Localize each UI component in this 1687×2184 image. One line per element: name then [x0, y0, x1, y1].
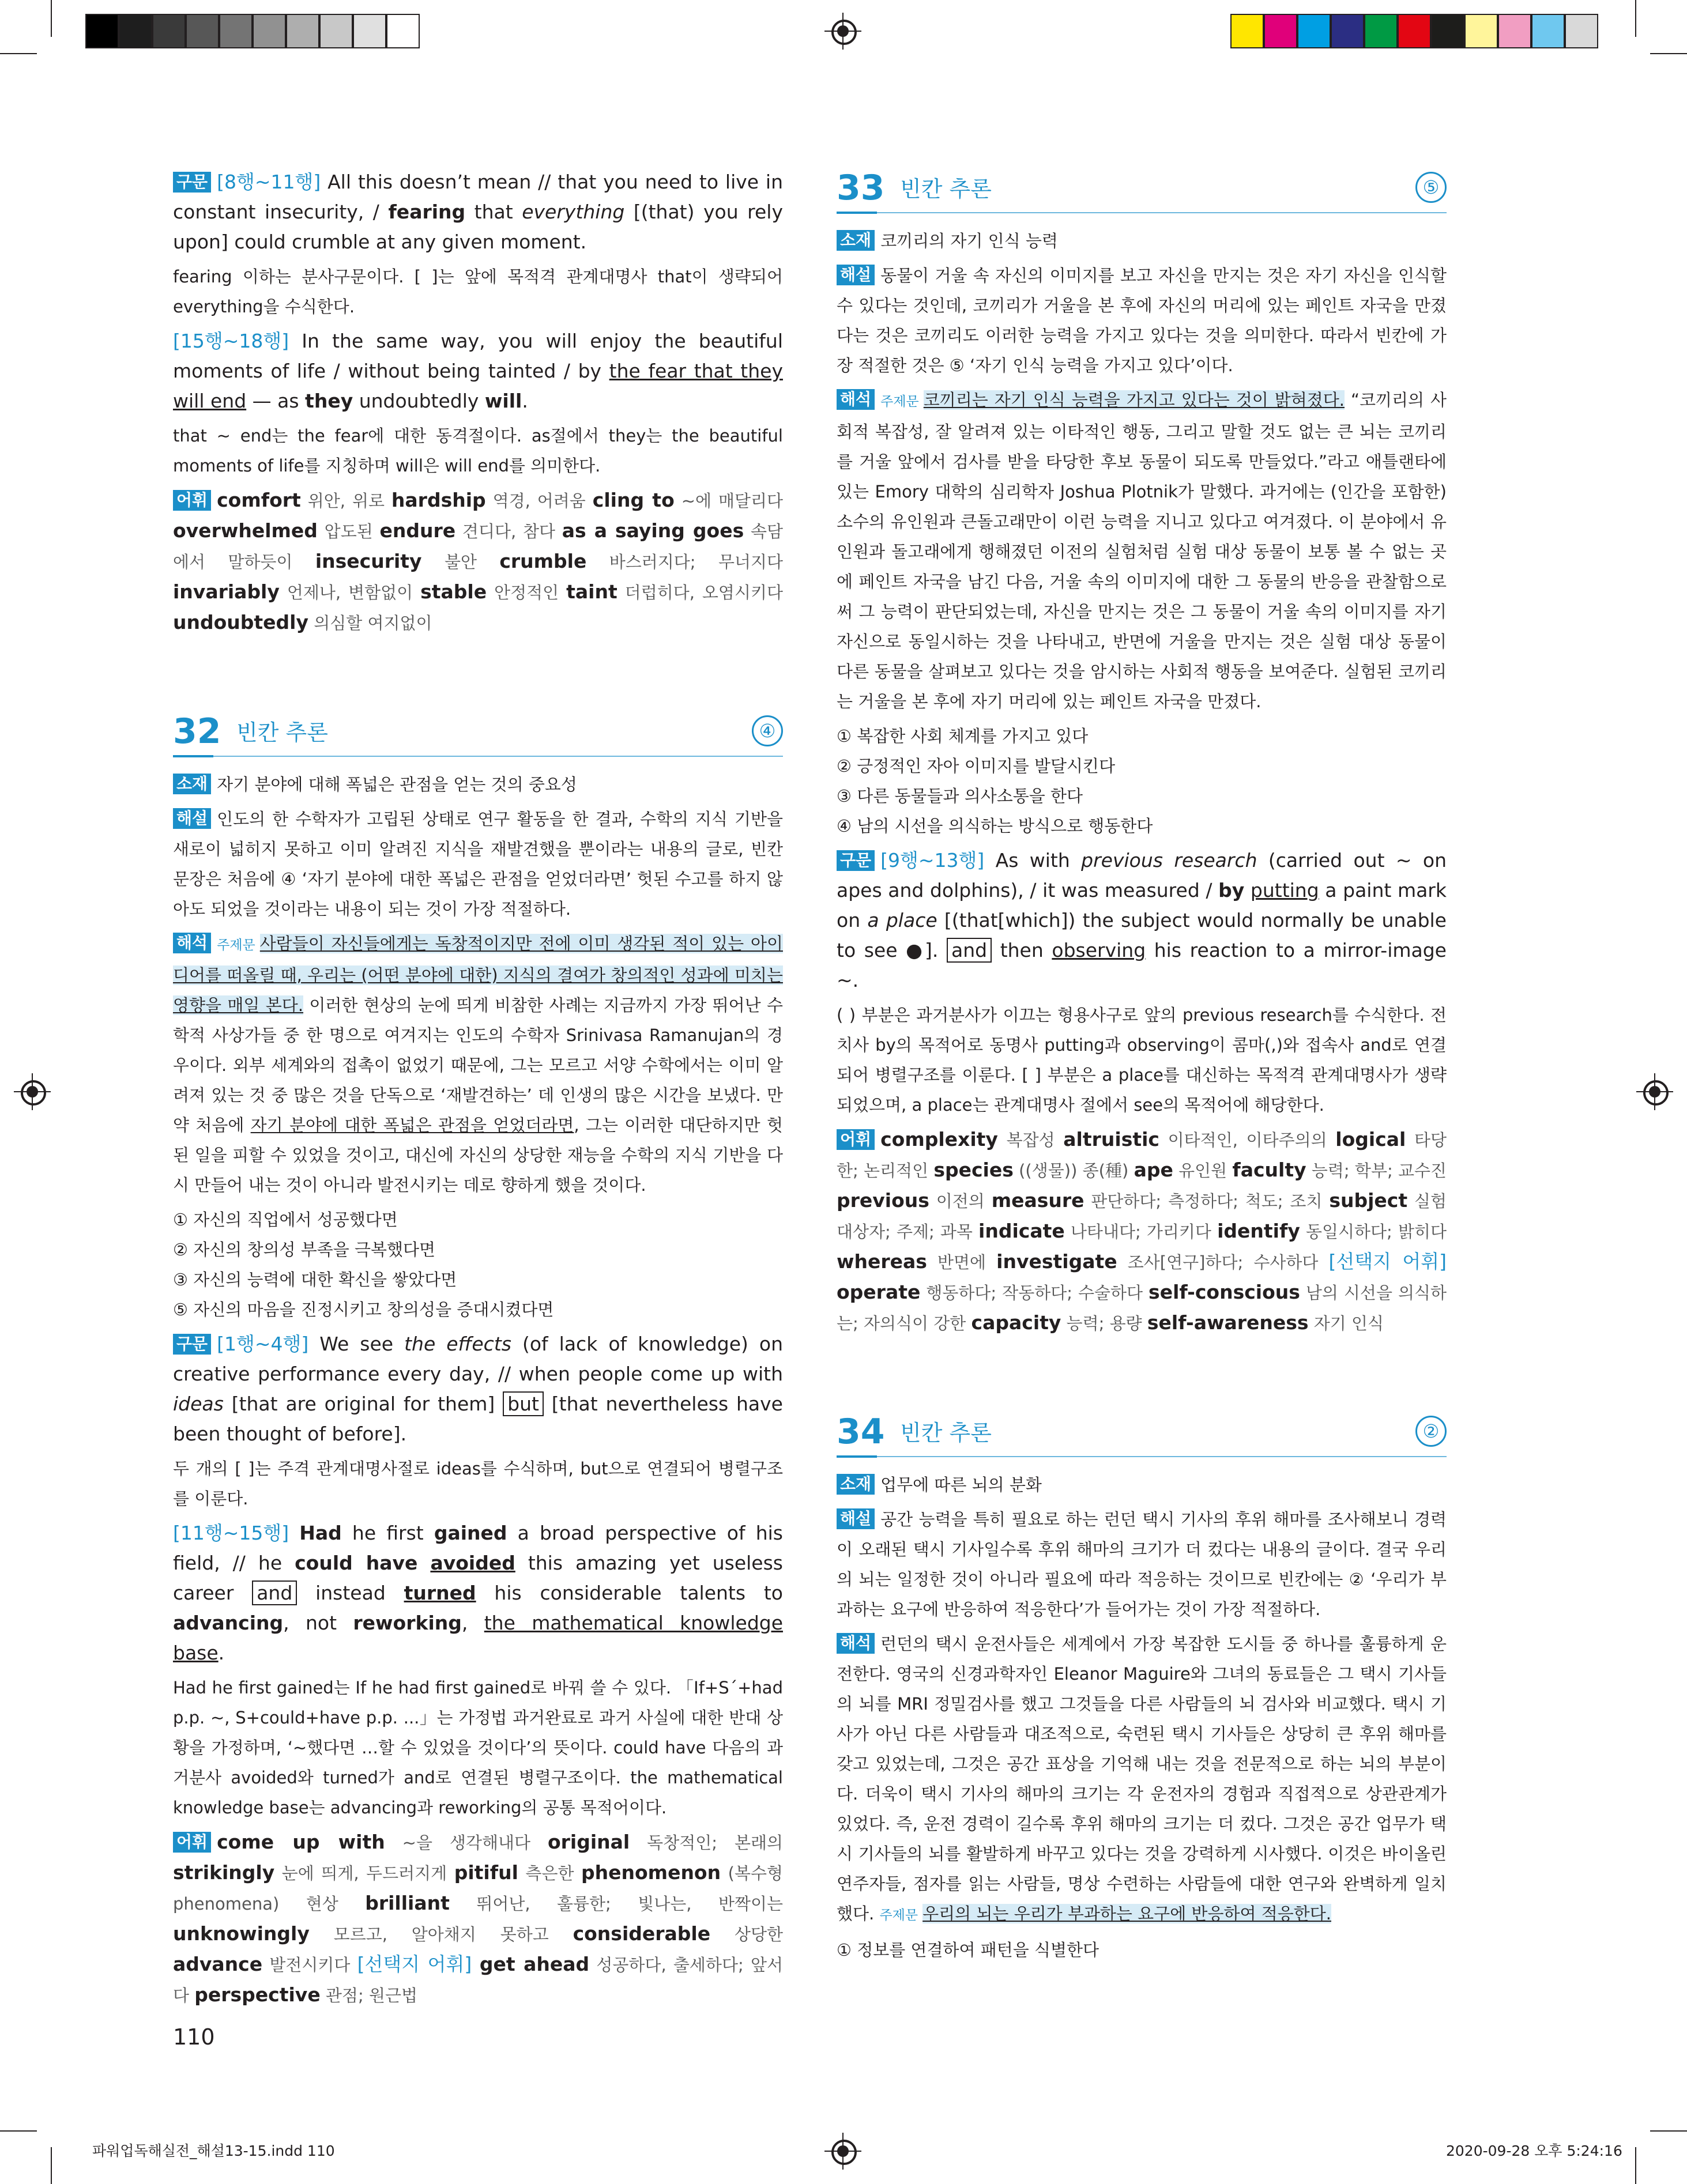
crop-mark [1635, 2147, 1636, 2184]
vocab-word: pitiful [454, 1861, 518, 1884]
vocab-meaning: 의심할 여지없이 [308, 613, 432, 633]
option-list [837, 721, 1447, 841]
question-header-33 [837, 167, 1447, 213]
vocab-word: strikingly [173, 1861, 275, 1884]
vocab-meaning: ~에 매달리다 [674, 491, 784, 511]
syntax-tag: 구문 [173, 172, 211, 193]
vocab-word: measure [991, 1189, 1084, 1212]
vocab-word: ape [1134, 1159, 1173, 1181]
color-swatch [1464, 14, 1498, 48]
translation: 해석 주제문 코끼리는 자기 인식 능력을 가지고 있다는 것이 밝혀졌다. “코끼리의 사회적 복잡성, 잘 알려져 있는 이타적인 행동, 그리고 말할 것도 없는 큰 뇌는 코끼리를 거울 앞에서 검사를 받을 타당한 후보 동물이 되도록 만들었다.”라고 애틀랜타에 있는 Emory 대학의 심리학자 Joshua Plotnik가 말했다. 과거에는 (인간을 포함한) 소수의 유인원과 큰돌고래만이 이런 능력을 지니고 있다고 여겨졌다. 이 분야에서 유인원과 돌고래에게 행해졌던 이전의 실험처럼 실험 대상 동물이 보통 볼 수 없는 곳에 페인트 자국을 남긴 다음, 거울 속의 이미지에 대한 그 동물의 반응을 관찰함으로써 그 능력이 판단되었는데, 자신을 만지는 것은 그 동물이 거울 속의 이미지를 자기 자신으로 동일시하는 것을 나타내고, 반면에 거울을 만지는 것은 실험 대상 동물이 다른 동물을 살펴보고 있다는 것을 암시하는 사회적 행동을 보여준다. 실험된 코끼리는 거울을 본 후에 자기 머리에 있는 페인트 자국을 만졌다. [837, 390, 1447, 711]
vocab-meaning: 판단하다; 측정하다; 척도; 조치 [1084, 1191, 1330, 1211]
vocab-meaning: 압도된 [317, 522, 380, 541]
color-swatch [1498, 14, 1531, 48]
crop-mark [1650, 2130, 1687, 2132]
crop-mark [0, 2130, 37, 2132]
vocab-meaning: 행동하다; 작동하다; 수술하다 [920, 1283, 1149, 1303]
registration-mark-top [824, 13, 861, 50]
vocab-word: altruistic [1063, 1128, 1159, 1151]
syntax-explanation: 두 개의 [ ]는 주격 관계대명사절로 ideas를 수식하며, but으로 연결되어 병렬구조를 이룬다. [173, 1459, 783, 1508]
topic-tag: 소재 [173, 774, 211, 794]
vocab-word: get ahead [479, 1953, 590, 1975]
vocab-tag: 어휘 [173, 490, 211, 511]
option-list [173, 1205, 783, 1325]
line-ref: [8행~11행] [217, 171, 321, 193]
vocab-tag: 어휘 [173, 1832, 211, 1853]
vocab-tag: 어휘 [837, 1129, 875, 1150]
vocab-meaning: 관점; 원근법 [320, 1986, 417, 2005]
syntax-explanation: Had he first gained는 If he had first gained로 바꿔 쓸 수 있다. 「If+S´+had p.p. ~, S+could+have p.p. ...」는 가정법 과거완료로 과거 사실에 대한 반대 상황을 가정하며, ‘~했다면 …할 수 있었을 것이다’의 뜻이다. could have 다음의 과거분사 avoided와 turned가 and로 연결된 병렬구조이다. the mathematical knowledge base는 advancing과 reworking의 공통 목적어이다. [173, 1678, 783, 1817]
translation-tag: 해석 [173, 933, 211, 953]
syntax-note: 구문 [9행~13행] As with previous research (carried out ~ on apes and dolphins), / it was measured / by putting a paint mark on a place [(that[which]) the subject would normally be unable to see ●]. and then observing his reaction to a mirror-image ~. [837, 849, 1447, 991]
vocab-word: unknowingly [173, 1922, 310, 1945]
vocab-meaning: 위안, 위로 [300, 491, 391, 511]
topic-tag: 소재 [837, 1474, 875, 1495]
vocab-word: self-awareness [1147, 1311, 1309, 1334]
syntax-tag: 구문 [837, 850, 875, 871]
question-number: 33 [837, 168, 885, 208]
explanation: 해설 인도의 한 수학자가 고립된 상태로 연구 활동을 한 결과, 수학의 지식 기반을 새로이 넓히지 못하고 이미 알려진 지식을 재발견했을 뿐이라는 내용의 글로, 빈칸 문장은 처음에 ④ ‘자기 분야에 대한 폭넓은 관점을 얻었더라면’ 헛된 수고를 하지 않아도 되었을 것이라는 내용이 되는 것이 가장 적절하다. [173, 809, 783, 919]
vocab-word: whereas [837, 1250, 927, 1273]
crop-mark [1650, 53, 1687, 54]
left-column [173, 167, 783, 2015]
topic-sentence: 사람들이 자신들에게는 독창적이지만 전에 이미 생각된 적이 있는 아이디어를 떠올릴 때, 우리는 (어떤 분야에 대한) 지식의 결여가 창의적인 성과에 미치는 영향을 매일 본다. [173, 934, 783, 1015]
question-header-32 [173, 711, 783, 757]
vocab-word: original [547, 1831, 630, 1853]
crop-mark [51, 0, 52, 37]
vocab-meaning: 발전시키다 [262, 1955, 357, 1975]
vocab-meaning: 나타내다; 가리키다 [1064, 1222, 1218, 1242]
vocab-word: invariably [173, 580, 280, 603]
explanation-tag: 해설 [837, 1508, 875, 1529]
option: ② 자신의 창의성 부족을 극복했다면 [173, 1240, 436, 1259]
page-number: 110 [173, 2024, 215, 2050]
topic-line: 소재 업무에 따른 뇌의 분화 [837, 1470, 1447, 1500]
syntax-note: [11행~15행] Had he first gained a broad perspective of his field, // he could have avoided this amazing yet useless career and instead turned his considerable talents to advancing, not reworking, the mathematical knowledge base. [173, 1522, 784, 1664]
registration-mark-left [14, 1073, 51, 1110]
vocab-word: crumble [499, 550, 587, 572]
question-header-34 [837, 1411, 1447, 1457]
crop-mark [0, 53, 37, 54]
vocab-word: brilliant [365, 1892, 450, 1914]
vocab-word: endure [379, 519, 456, 542]
color-swatch [286, 14, 319, 48]
color-swatch [219, 14, 253, 48]
vocab-meaning: 불안 [421, 552, 500, 572]
syntax-note: [15행~18행] In the same way, you will enjoy the beautiful moments of life / without being tainted / by the fear that they will end — as they undoubtedly will. [173, 330, 783, 412]
footer-datetime: 2020-09-28 오후 5:24:16 [1446, 2142, 1622, 2159]
topic-sentence: 우리의 뇌는 우리가 부과하는 요구에 반응하여 적응한다. [922, 1904, 1331, 1923]
vocab-word: comfort [217, 489, 301, 511]
color-swatch [1230, 14, 1264, 48]
vocabulary-list [173, 485, 783, 638]
vocab-word: cling to [592, 489, 675, 511]
vocab-meaning: 실험 대상자; 주제; 과목 [837, 1191, 1447, 1242]
vocab-meaning: 동일시하다; 밝히다 [1300, 1222, 1447, 1242]
vocab-word: stable [420, 580, 487, 603]
vocab-word: subject [1329, 1189, 1408, 1212]
vocab-meaning: 성공하다, 출세하다; 앞서다 [173, 1955, 783, 2005]
vocab-meaning: 남의 시선을 의식하는; 자의식이 강한 [837, 1283, 1447, 1333]
vocab-meaning: 이전의 [929, 1191, 992, 1211]
color-swatch [1531, 14, 1565, 48]
syntax-explanation: fearing 이하는 분사구문이다. [ ]는 앞에 목적격 관계대명사 that이 생략되어 everything을 수식한다. [173, 267, 783, 316]
vocab-meaning: 언제나, 변함없이 [279, 583, 421, 602]
syntax-tag: 구문 [173, 1334, 211, 1355]
vocab-meaning: (복수형 phenomena) 현상 [173, 1864, 784, 1914]
color-swatch [1431, 14, 1464, 48]
vocab-word: previous [837, 1189, 929, 1212]
vocab-meaning: 조사[연구]하다; 수사하다 [1117, 1253, 1329, 1272]
option: ③ 자신의 능력에 대한 확신을 쌓았다면 [173, 1270, 457, 1289]
color-swatch [186, 14, 219, 48]
vocab-meaning: 타당한; 논리적인 [837, 1130, 1447, 1180]
topic-line: 소재 코끼리의 자기 인식 능력 [837, 226, 1447, 256]
vocab-meaning: 유인원 [1173, 1161, 1233, 1180]
color-swatch [386, 14, 420, 48]
color-swatch [1398, 14, 1431, 48]
vocab-meaning: 능력; 학부; 교수진 [1306, 1161, 1447, 1180]
translation-tag: 해석 [837, 389, 875, 410]
question-number: 32 [173, 711, 221, 752]
vocab-word: as a saying goes [562, 519, 744, 542]
vocab-meaning: 독창적인; 본래의 [630, 1833, 783, 1853]
vocab-word: investigate [996, 1250, 1117, 1273]
vocab-meaning: 능력; 용량 [1061, 1314, 1147, 1333]
color-swatch [353, 14, 386, 48]
registration-mark-bottom [824, 2133, 861, 2170]
option: ① 정보를 연결하여 패턴을 식별한다 [837, 1940, 1099, 1960]
answer-badge: ④ [752, 715, 783, 746]
syntax-explanation: that ~ end는 the fear에 대한 동격절이다. as절에서 they는 the beautiful moments of life를 지칭하며 will은 will end를 의미한다. [173, 426, 783, 476]
translation-tag: 해석 [837, 1633, 875, 1654]
vocab-meaning: ((생물)) 종(種) [1013, 1161, 1134, 1180]
topic-line: 소재 자기 분야에 대해 폭넓은 관점을 얻는 것의 중요성 [173, 770, 783, 799]
vocab-word: taint [566, 580, 617, 603]
vocab-word: hardship [391, 489, 486, 511]
vocab-meaning: 견디다, 참다 [455, 522, 562, 541]
right-column [837, 167, 1447, 1965]
syntax-explanation: ( ) 부분은 과거분사가 이끄는 형용사구로 앞의 previous research를 수식한다. 전치사 by의 목적어로 동명사 putting과 observing이 콤마(,)와 접속사 and로 연결되어 병렬구조를 이룬다. [ ] 부분은 a place를 대신하는 목적격 관계대명사가 생략되었으며, a place는 관계대명사 절에서 see의 목적어에 해당한다. [837, 1005, 1447, 1115]
vocab-word: advance [173, 1953, 263, 1975]
line-ref: [15행~18행] [173, 330, 289, 352]
vocab-word: logical [1335, 1128, 1406, 1151]
vocab-word: operate [837, 1281, 921, 1303]
vocab-word: phenomenon [581, 1861, 721, 1884]
vocab-word: undoubtedly [173, 611, 308, 633]
syntax-note: 구문 [8행~11행] All this doesn’t mean // that you need to live in constant insecurity, / fearing that everything [(that) you rely upon] could crumble at any given moment. [173, 171, 783, 253]
vocab-meaning: 바스러지다; 무너지다 [586, 552, 783, 572]
explanation-tag: 해설 [837, 265, 875, 285]
crop-mark [51, 2147, 52, 2184]
translation: 해석 주제문 사람들이 자신들에게는 독창적이지만 전에 이미 생각된 적이 있는 아이디어를 떠올릴 때, 우리는 (어떤 분야에 대한) 지식의 결여가 창의적인 성과에 미치는 영향을 매일 본다. 이러한 현상의 눈에 띄게 비참한 사례는 지금까지 가장 뛰어난 수학적 사상가들 중 한 명으로 여겨지는 인도의 수학자 Srinivasa Ramanujan의 경우이다. 외부 세계와의 접촉이 없었기 때문에, 그는 모르고 서양 수학에서는 이미 알려져 있는 것 중 많은 것을 단독으로 ‘재발견하는’ 데 인생의 많은 시간을 보냈다. 만약 처음에 자기 분야에 대한 폭넓은 관점을 얻었더라면, 그는 이러한 대단하지만 헛된 일을 피할 수 있었을 것이고, 대신에 자신의 상당한 재능을 수학의 지식 기반을 다시 만들어 내는 것이 아니라 발전시키는 데로 향하게 했을 것이다. [173, 933, 783, 1195]
color-swatch [152, 14, 186, 48]
vocab-meaning: 안정적인 [487, 583, 567, 602]
vocab-word: identify [1217, 1220, 1300, 1242]
question-type: 빈칸 추론 [900, 176, 992, 202]
vocab-meaning: 역경, 어려움 [485, 491, 593, 511]
vocab-meaning: 복잡성 [997, 1130, 1064, 1150]
vocabulary-list: 어휘 complexity 복잡성 altruistic 이타적인, 이타주의의 logical 타당한; 논리적인 species ((생물)) 종(種) ape 유인원 faculty 능력; 학부; 교수진 previous 이전의 measure 판단하다; 측정하다; 척도; 조치 subject 실험 대상자; 주제; 과목 indicate 나타내다; 가리키다 identify 동일시하다; 밝히다 whereas 반면에 investigate 조사[연구]하다; 수사하다 [선택지 어휘] operate 행동하다; 작동하다; 수술하다 self-conscious 남의 시선을 의식하는; 자의식이 강한 capacity 능력; 용량 self-awareness 자기 인식 [837, 1128, 1447, 1334]
explanation-tag: 해설 [173, 808, 211, 829]
footer-filename: 파워업독해실전_해설13-15.indd 110 [92, 2142, 335, 2159]
vocab-meaning: 모르고, 알아채지 못하고 [309, 1925, 573, 1944]
vocab-meaning: ~을 생각해내다 [385, 1833, 548, 1853]
question-type: 빈칸 추론 [236, 720, 328, 745]
color-swatch [1364, 14, 1398, 48]
option: ③ 다른 동물들과 의사소통을 한다 [837, 786, 1083, 806]
vocab-meaning: 눈에 띄게, 두드러지게 [274, 1864, 454, 1883]
vocab-word: complexity [880, 1128, 998, 1151]
color-swatch [119, 14, 152, 48]
vocab-word: perspective [194, 1983, 321, 2006]
color-swatch [1565, 14, 1598, 48]
vocab-word: come up with [217, 1831, 385, 1853]
vocab-meaning: 뛰어난, 훌륭한; 빛나는, 반짝이는 [449, 1894, 783, 1914]
vocab-word: capacity [971, 1311, 1061, 1334]
option: ④ 남의 시선을 의식하는 방식으로 행동한다 [837, 816, 1153, 836]
vocab-word: insecurity [315, 550, 422, 572]
question-type: 빈칸 추론 [900, 1420, 992, 1446]
color-swatch [253, 14, 286, 48]
topic-tag: 소재 [837, 230, 875, 251]
vocab-meaning: 자기 인식 [1308, 1314, 1384, 1333]
option: ② 긍정적인 자아 이미지를 발달시킨다 [837, 756, 1116, 776]
color-swatch [319, 14, 353, 48]
vocab-meaning: 상당한 [710, 1925, 784, 1944]
option: ⑤ 자신의 마음을 진정시키고 창의성을 증대시켰다면 [173, 1300, 554, 1319]
question-number: 34 [837, 1412, 885, 1452]
topic-sentence: 코끼리는 자기 인식 능력을 가지고 있다는 것이 밝혀졌다. [923, 390, 1345, 410]
color-swatch [1331, 14, 1364, 48]
vocab-meaning: 반면에 [927, 1253, 997, 1272]
color-bar-process [1230, 14, 1598, 48]
option: ① 복잡한 사회 체계를 가지고 있다 [837, 726, 1089, 746]
translation: 해석 런던의 택시 운전사들은 세계에서 가장 복잡한 도시들 중 하나를 훌륭하게 운전한다. 영국의 신경과학자인 Eleanor Maguire와 그녀의 동료들은 그 택시 기사들의 뇌를 MRI 정밀검사를 했고 그것들을 다른 사람들의 뇌 검사와 비교했다. 택시 기사가 아닌 다른 사람들과 대조적으로, 숙련된 택시 기사들은 상당히 큰 후위 해마를 갖고 있었는데, 그것은 공간 표상을 기억해 내는 것을 전문적으로 하는 뇌의 부분이다. 더욱이 택시 기사의 해마의 크기는 각 운전자의 경험과 직접적으로 상관관계가 있었다. 즉, 운전 경력이 길수록 후위 해마의 크기는 더 컸다. 그것은 공간 업무가 택시 기사들의 뇌를 활발하게 바꾸고 있다는 것을 강력하게 시사했다. 이것은 바이올린 연주자들, 점자를 읽는 사람들, 명상 수련하는 사람들에 대한 연구와 완벽하게 일치했다. 주제문 우리의 뇌는 우리가 부과하는 요구에 반응하여 적응한다. [837, 1634, 1447, 1923]
vocab-word: self-conscious [1148, 1281, 1300, 1303]
syntax-note: 구문 [1행~4행] We see the effects (of lack of knowledge) on creative performance every day, // when people come up with ideas [that are original for them] but [that nevertheless have been thought of before]. [173, 1333, 784, 1445]
vocab-word: faculty [1232, 1159, 1306, 1181]
vocab-word: considerable [573, 1922, 711, 1945]
vocab-meaning: 이타적인, 이타주의의 [1159, 1130, 1336, 1150]
vocab-word: species [933, 1159, 1014, 1181]
answer-badge: ⑤ [1415, 172, 1447, 203]
explanation: 해설 공간 능력을 특히 필요로 하는 런던 택시 기사의 후위 해마를 조사해보니 경력이 오래된 택시 기사일수록 후위 해마의 크기가 더 컸다는 내용의 글이다. 결국 우리의 뇌는 일정한 것이 아니라 필요에 따라 적응하는 것이므로 빈칸에는 ② ‘우리가 부과하는 요구에 반응하여 적응한다’가 들어가는 것이 가장 적절하다. [837, 1509, 1447, 1619]
vocab-meaning: 속담에서 말하듯이 [173, 522, 784, 572]
registration-mark-right [1636, 1073, 1673, 1110]
color-bar-grayscale [85, 14, 420, 48]
explanation: 해설 동물이 거울 속 자신의 이미지를 보고 자신을 만지는 것은 자기 자신을 인식할 수 있다는 것인데, 코끼리가 거울을 본 후에 자신의 머리에 있는 페인트 자국을 만졌다는 것은 코끼리도 이러한 능력을 가지고 있다는 것을 의미한다. 따라서 빈칸에 가장 적절한 것은 ⑤ ‘자기 인식 능력을 가지고 있다’이다. [837, 265, 1447, 375]
vocabulary-list: 어휘 come up with ~을 생각해내다 original 독창적인; 본래의 strikingly 눈에 띄게, 두드러지게 pitiful 측은한 phenomenon (복수형 phenomena) 현상 brilliant 뛰어난, 훌륭한; 빛나는, 반짝이는 unknowingly 모르고, 알아채지 못하고 considerable 상당한 advance 발전시키다 [선택지 어휘] get ahead 성공하다, 출세하다; 앞서다 perspective 관점; 원근법 [173, 1831, 784, 2006]
color-swatch [1264, 14, 1297, 48]
vocab-word: indicate [978, 1220, 1065, 1242]
vocab-word: overwhelmed [173, 519, 318, 542]
vocab-meaning: 더럽히다, 오염시키다 [617, 583, 783, 602]
option: ① 자신의 직업에서 성공했다면 [173, 1210, 398, 1229]
color-swatch [1297, 14, 1331, 48]
crop-mark [1635, 0, 1636, 37]
color-swatch [85, 14, 119, 48]
vocab-meaning: 측은한 [518, 1864, 582, 1883]
answer-badge: ② [1415, 1416, 1447, 1447]
